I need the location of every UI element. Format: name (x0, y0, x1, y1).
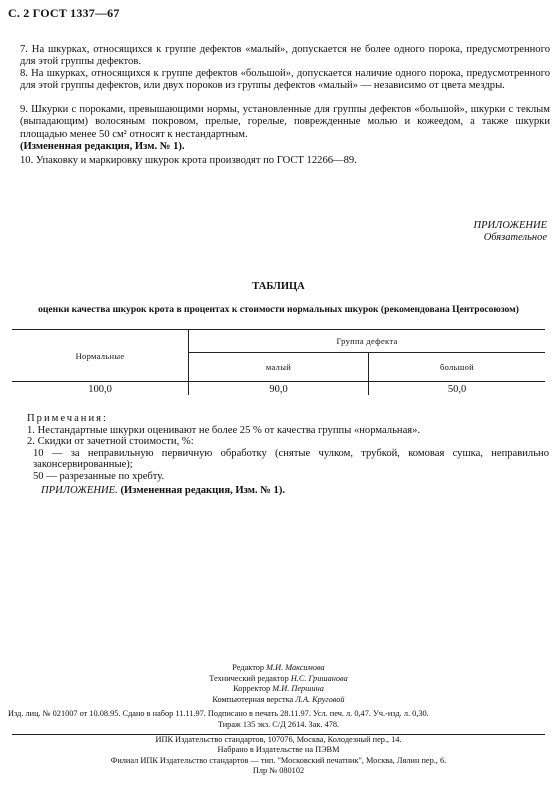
col-header-large: большой (369, 353, 546, 382)
paragraph-7: 7. На шкурках, относящихся к группе дефектов «малый», допускается не более одного порока, предусмотренного для этой группы дефектов. (20, 44, 550, 68)
appendix-edit-note (41, 485, 549, 497)
imprint-line-6: Плр № 080102 (252, 766, 305, 776)
note-2: 2. Скидки от зачетной стоимости, %: (27, 436, 194, 448)
cell-large: 50,0 (447, 384, 467, 395)
imprint-corrector (0, 684, 557, 695)
col-header-small: малый (189, 353, 369, 382)
imprint-line-5: Филиал ИПК Издательство стандартов — тип. "Московский печатник", Москва, Лялин пер., 6. (110, 755, 447, 765)
cell-normal: 100,0 (12, 382, 189, 396)
table-row (12, 382, 545, 396)
notes-section (27, 413, 549, 496)
notes-heading: Примечания: (27, 413, 108, 424)
imprint-line-1: Изд. лиц. № 021007 от 10.08.95. Сдано в набор 11.11.97. Подписано в печать 28.11.97. Усл. печ. л. 0,47. Уч.-изд. л. 0,30. (8, 709, 429, 719)
page-header: С. 2 ГОСТ 1337—67 (8, 6, 120, 20)
layout-name: Л.А. Круговой (295, 694, 345, 704)
cell-small: 90,0 (189, 382, 369, 396)
imprint-editor (0, 663, 557, 674)
corrector-label: Корректор (233, 684, 271, 694)
appendix-heading (474, 220, 548, 244)
imprint-tech-editor (0, 674, 557, 685)
col-header-defect-group: Группа дефекта (189, 330, 546, 353)
appendix-edit-text: (Измененная редакция, Изм. № 1). (120, 484, 286, 496)
editor-label: Редактор (232, 663, 265, 672)
paragraph-9-edit-note: (Измененная редакция, Изм. № 1). (20, 141, 185, 152)
note-2b: 50 — разрезанные по хребту. (33, 470, 165, 482)
paragraph-8: 8. На шкурках, относящихся к группе дефектов «большой», допускается наличие одного порока, предусмотренного для этой группы дефектов, или двух пороков из группы дефектов «малый» — независимо от цвета мездры. (20, 68, 550, 92)
tech-editor-name: Н.С. Гришанова (290, 673, 348, 683)
tech-editor-label: Технический редактор (209, 673, 289, 683)
paragraph-9: 9. Шкурки с пороками, превышающими нормы, установленные для группы дефектов «большой», шкурки с теклым (выпадающим) волосяным покровом, прелые, горелые, поврежденные молью и кожеедом, а также шкурки площадью менее 50 см² относят к нестандартным. (20, 104, 550, 140)
imprint-layout (0, 695, 557, 706)
note-2a: 10 — за неправильную первичную обработку (снятые чулком, трубкой, комовая сушка, неправильно законсервированные); (33, 447, 549, 471)
imprint (0, 663, 557, 777)
table-subtitle: оценки качества шкурок крота в процентах к стоимости нормальных шкурок (рекомендована Центросоюзом) (38, 304, 519, 315)
imprint-line-2: Тираж 135 экз. С/Д 2614. Зак. 478. (217, 719, 340, 729)
col-header-normal: Нормальные (12, 330, 189, 382)
corrector-name: М.И. Першина (272, 684, 324, 694)
paragraph-10: 10. Упаковку и маркировку шкурок крота производят по ГОСТ 12266—89. (20, 155, 357, 166)
appendix-edit-label: ПРИЛОЖЕНИЕ. (41, 484, 118, 496)
imprint-line-4: Набрано в Издательстве на ПЭВМ (217, 745, 340, 755)
quality-table (12, 329, 545, 395)
imprint-line-3: ИПК Издательство стандартов, 107076, Москва, Колодезный пер., 14. (155, 734, 402, 744)
table-title: ТАБЛИЦА (252, 281, 305, 292)
appendix-label: ПРИЛОЖЕНИЕ (473, 220, 547, 231)
editor-name: М.И. Максимова (266, 663, 325, 672)
appendix-type: Обязательное (483, 232, 547, 243)
layout-label: Компьютерная верстка (212, 694, 294, 704)
note-1: 1. Нестандартные шкурки оценивают не более 25 % от качества группы «нормальная». (27, 424, 421, 436)
